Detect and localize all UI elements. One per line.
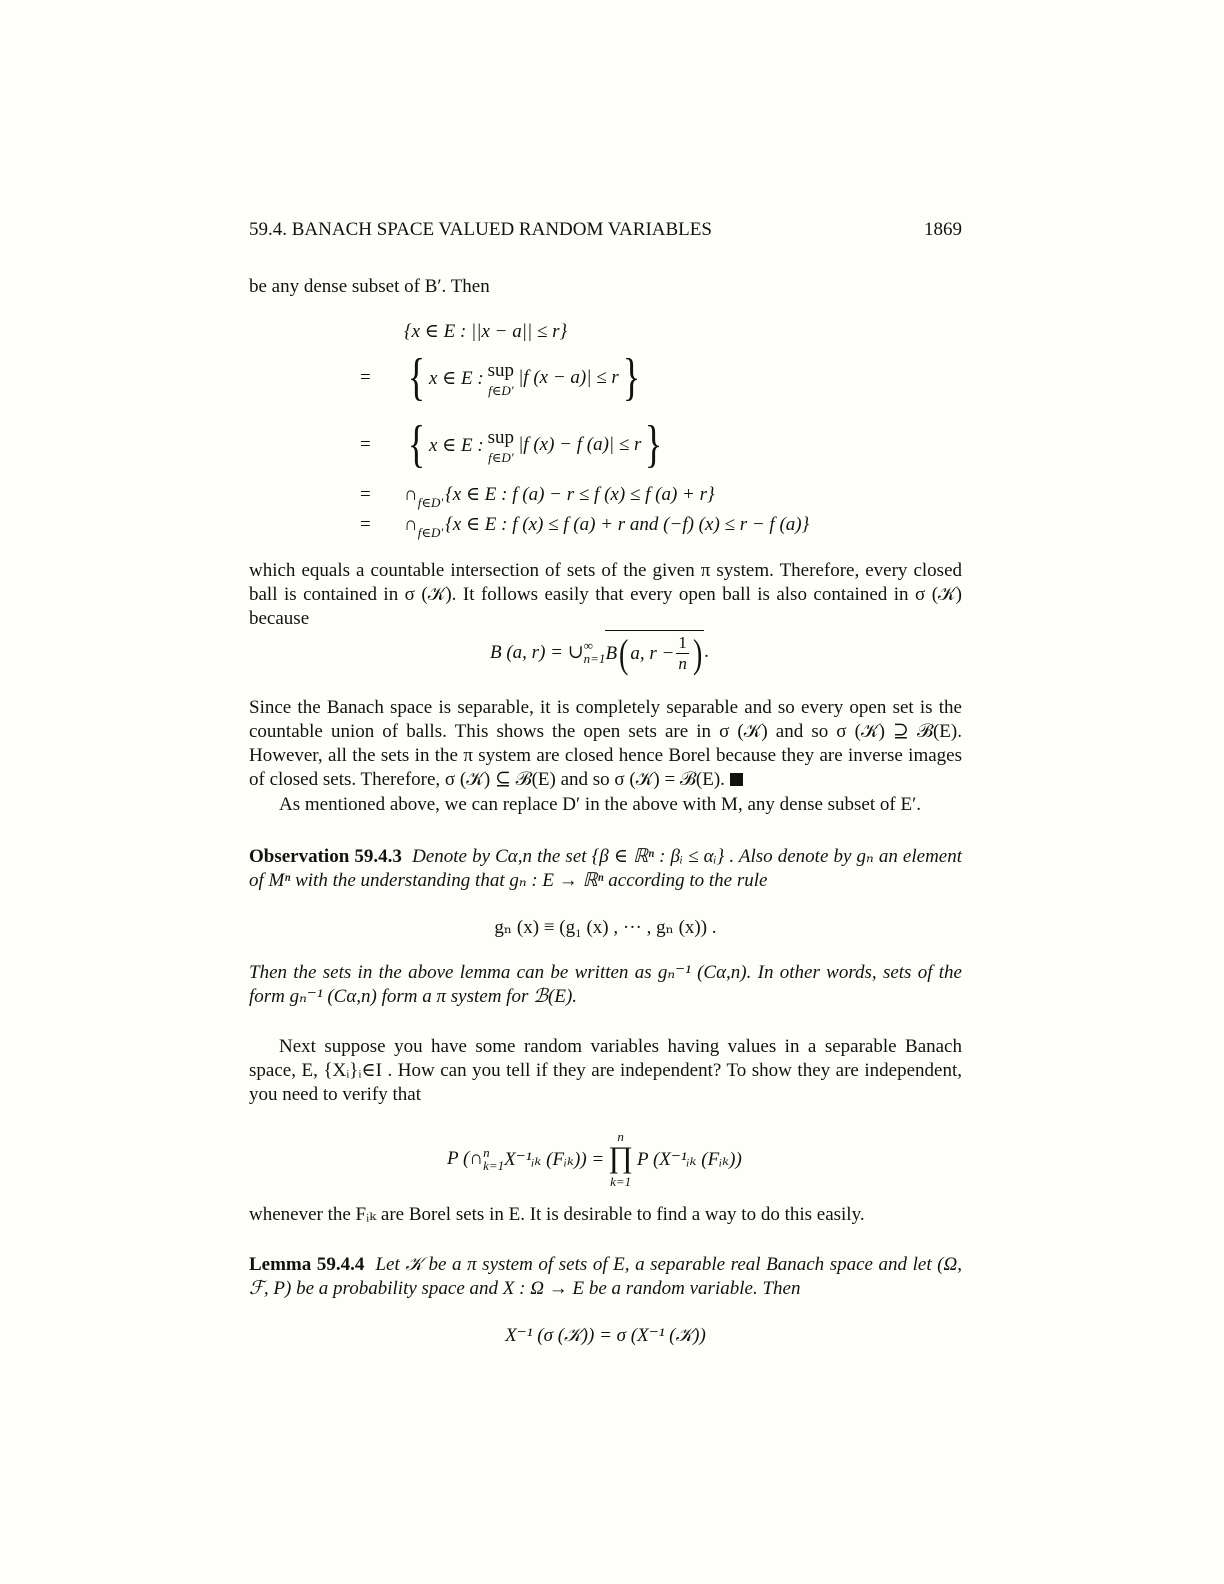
eq-line-1: {x ∈ E : ||x − a|| ≤ r} [404,321,568,342]
paragraph-5: whenever the Fᵢₖ are Borel sets in E. It is desirable to find a way to do this easily. [249,1204,865,1225]
prob-rhs: P (X⁻¹ᵢₖ (Fᵢₖ)) [636,1148,742,1170]
frac-den: n [678,654,687,673]
sup-subscript: f∈D′ [488,449,514,465]
eq-line-2-post: |f (x − a)| ≤ r [518,367,619,388]
paragraph-2-text: Since the Banach space is separable, it is completely separable and so every open set is the countable union of balls. This shows the open sets are in σ (𝒦) and so σ (𝒦) ⊇ ℬ(E). However, all the sets in the π system are closed hence Borel because they are inverse images of closed sets. Therefore, σ (𝒦) ⊆ ℬ(E) and so σ (𝒦) = ℬ(E). [249,697,962,790]
ball-eq-sup: ∞ [583,638,593,653]
ball-eq-lhs: B (a, r) = ∪ [490,641,584,663]
sup-subscript: f∈D′ [488,382,514,398]
paragraph-4: Next suppose you have some random variables having values in a separable Banach space, E, {Xᵢ}ᵢ∈I . How can you tell if they are independent? To show they are independent, you need to verify that [249,1036,962,1105]
prod-sub: k=1 [610,1174,632,1189]
sup-operator: sup [487,359,515,381]
eq-line-3-pre: x ∈ E : [428,434,484,456]
eq-line-3-post: |f (x) − f (a)| ≤ r [518,434,642,455]
intersection-symbol: ∩ [404,483,418,505]
cap-subscript: f∈D′ [417,524,444,540]
paragraph-1: which equals a countable intersection of sets of the given π system. Therefore, every closed ball is contained in σ (𝒦). It follows easily that every open ball is also contained in σ (𝒦) because [249,560,962,629]
ball-eq-sub: n=1 [583,651,606,666]
equals-sign: = [360,483,371,505]
prob-lhs-sub: k=1 [483,1158,505,1173]
sup-operator: sup [487,426,515,448]
prod-sup: n [617,1129,624,1144]
eq-line-5: {x ∈ E : f (x) ≤ f (a) + r and (−f) (x) ≤ r − f (a)} [445,514,810,535]
eq-line-4: {x ∈ E : f (a) − r ≤ f (x) ≤ f (a) + r} [445,484,715,505]
lemma-text: Let 𝒦 be a π system of sets of E, a separable real Banach space and let (Ω, ℱ, P) be a probability space and X : Ω → E be a random variable. Then [249,1254,963,1299]
intro-text: be any dense subset of B′. Then [249,276,490,297]
product-symbol: ∏ [608,1141,633,1174]
prob-lhs-rest: X⁻¹ᵢₖ (Fᵢₖ)) = [504,1148,605,1170]
observation-equation: gₙ (x) ≡ (g₁ (x) , ··· , gₙ (x)) . [494,917,717,938]
page-number: 1869 [924,219,962,240]
prob-lhs: P (∩ [447,1148,484,1169]
section-title: 59.4. BANACH SPACE VALUED RANDOM VARIABLES [249,219,712,240]
intersection-symbol: ∩ [404,513,418,535]
ball-inner: a, r − [630,642,675,664]
lemma-label: Lemma 59.4.4 [249,1254,365,1275]
qed-square-icon [730,773,743,786]
prob-lhs-sup: n [483,1145,490,1160]
ball-equation: B (a, r) = ∪ ∞ n=1 B ( a, r − $\frac{1}{n}$ ) . [490,630,709,676]
equals-sign: = [360,434,371,455]
running-header [249,219,962,241]
observation-block [249,845,962,893]
equals-sign: = [360,367,371,388]
probability-equation [447,1130,742,1188]
lemma-equation: X⁻¹ (σ (𝒦)) = σ (X⁻¹ (𝒦)) [505,1325,706,1346]
observation-label: Observation 59.4.3 [249,846,402,867]
ball-eq-end: . [704,641,709,662]
observation-text: Denote by Cα,n the set {β ∈ ℝⁿ : βᵢ ≤ αᵢ} . Also denote by gₙ an element of Mⁿ with the understanding that gₙ : E → ℝⁿ according to the rule [249,846,963,891]
eq-line-2-pre: x ∈ E : [428,367,484,389]
lemma-block [249,1253,962,1301]
ball-b: B [605,642,618,664]
equals-sign: = [360,513,371,535]
cap-subscript: f∈D′ [417,494,444,510]
paragraph-3: As mentioned above, we can replace D′ in the above with M, any dense subset of E′. [279,794,921,815]
frac-num: 1 [678,633,687,652]
observation-text-2: Then the sets in the above lemma can be written as gₙ⁻¹ (Cα,n). In other words, sets of the form gₙ⁻¹ (Cα,n) form a π system for ℬ(E). [249,962,962,1007]
paragraph-2 [249,696,962,792]
